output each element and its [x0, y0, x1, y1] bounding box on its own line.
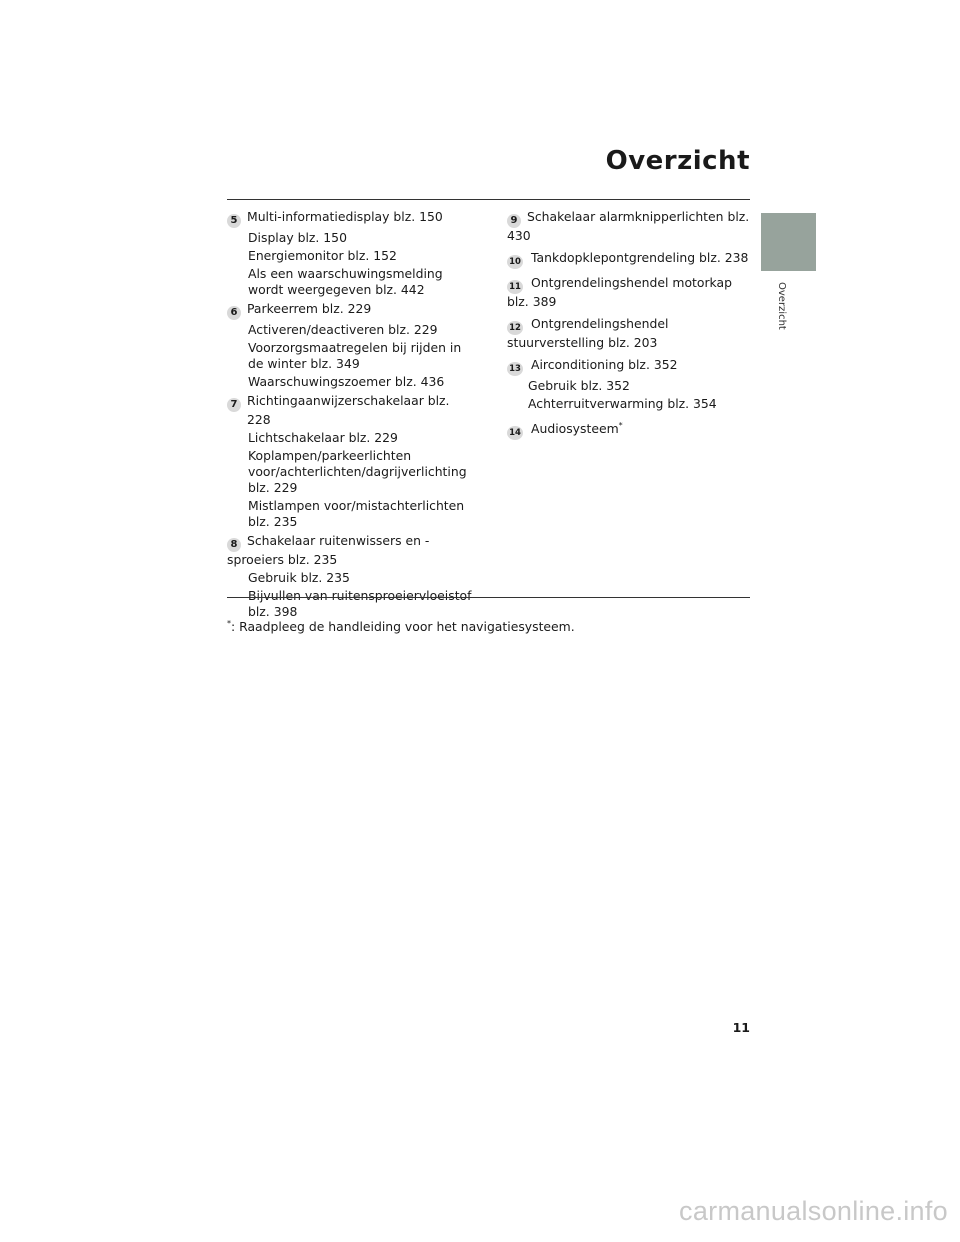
callout-number: 6	[227, 306, 241, 320]
list-item	[227, 209, 477, 298]
list-item	[507, 316, 750, 351]
sub-entry: Activeren/deactiveren blz. 229	[248, 322, 438, 337]
footnote	[227, 619, 575, 634]
sub-entry: Lichtschakelaar blz. 229	[248, 430, 398, 445]
entry-label: Tankdopklepontgrendeling blz. 238	[531, 250, 749, 265]
callout-number: 12	[507, 321, 523, 335]
left-column	[227, 209, 477, 623]
sub-entry: Display blz. 150	[248, 230, 347, 245]
list-item	[227, 533, 477, 620]
entry-label: Multi-informatiedisplay blz. 150	[247, 209, 443, 224]
section-tab	[761, 213, 816, 271]
sub-entry: Gebruik blz. 352	[528, 378, 630, 393]
list-item	[507, 418, 750, 440]
sub-entry: Mistlampen voor/mistachterlichten blz. 235	[248, 498, 465, 529]
sub-entry: Koplampen/parkeerlichten voor/achterlichten/dagrijverlichting blz. 229	[248, 448, 467, 495]
entry-label: Audiosysteem	[531, 421, 619, 436]
callout-number: 7	[227, 398, 241, 412]
watermark: carmanualsonline.info	[679, 1196, 948, 1226]
list-item	[507, 275, 750, 310]
list-item	[507, 250, 750, 269]
sub-entry: Als een waarschuwingsmelding wordt weergegeven blz. 442	[248, 266, 443, 297]
footnote-marker: *	[227, 619, 231, 628]
callout-number: 8	[227, 538, 241, 552]
callout-number: 9	[507, 214, 521, 228]
right-column	[507, 209, 750, 443]
bottom-divider	[227, 597, 750, 598]
sub-entry: Energiemonitor blz. 152	[248, 248, 397, 263]
section-tab-label: Overzicht	[776, 282, 787, 330]
sub-entry: Voorzorgsmaatregelen bij rijden in de winter blz. 349	[248, 340, 462, 371]
page-number: 11	[732, 1020, 750, 1035]
page-title: Overzicht	[605, 146, 750, 176]
entry-label: Schakelaar ruitenwissers en -sproeiers blz. 235	[227, 533, 430, 567]
footnote-text: : Raadpleeg de handleiding voor het navigatiesysteem.	[231, 619, 575, 635]
entry-label: Parkeerrem blz. 229	[247, 301, 372, 316]
sub-entry: Gebruik blz. 235	[248, 570, 350, 585]
entry-label: Ontgrendelingshendel motorkap blz. 389	[507, 275, 732, 309]
entry-label: Ontgrendelingshendel stuurverstelling blz. 203	[507, 316, 669, 350]
top-divider	[227, 199, 750, 200]
list-item	[227, 301, 477, 390]
list-item	[507, 209, 750, 244]
sub-entry: Waarschuwingszoemer blz. 436	[248, 374, 445, 389]
list-item	[507, 357, 750, 412]
sub-entry: Bijvullen van ruitensproeiervloeistof blz. 398	[248, 588, 472, 619]
callout-number: 5	[227, 214, 241, 228]
callout-number: 11	[507, 280, 523, 294]
callout-number: 14	[507, 426, 523, 440]
callout-number: 10	[507, 255, 523, 269]
entry-label: Airconditioning blz. 352	[531, 357, 678, 372]
entry-label: Richtingaanwijzerschakelaar blz. 228	[247, 393, 450, 427]
entry-label: Schakelaar alarmknipperlichten blz. 430	[507, 209, 750, 243]
list-item	[227, 393, 477, 530]
footnote-marker: *	[618, 421, 623, 430]
callout-number: 13	[507, 362, 523, 376]
sub-entry: Achterruitverwarming blz. 354	[528, 396, 717, 411]
